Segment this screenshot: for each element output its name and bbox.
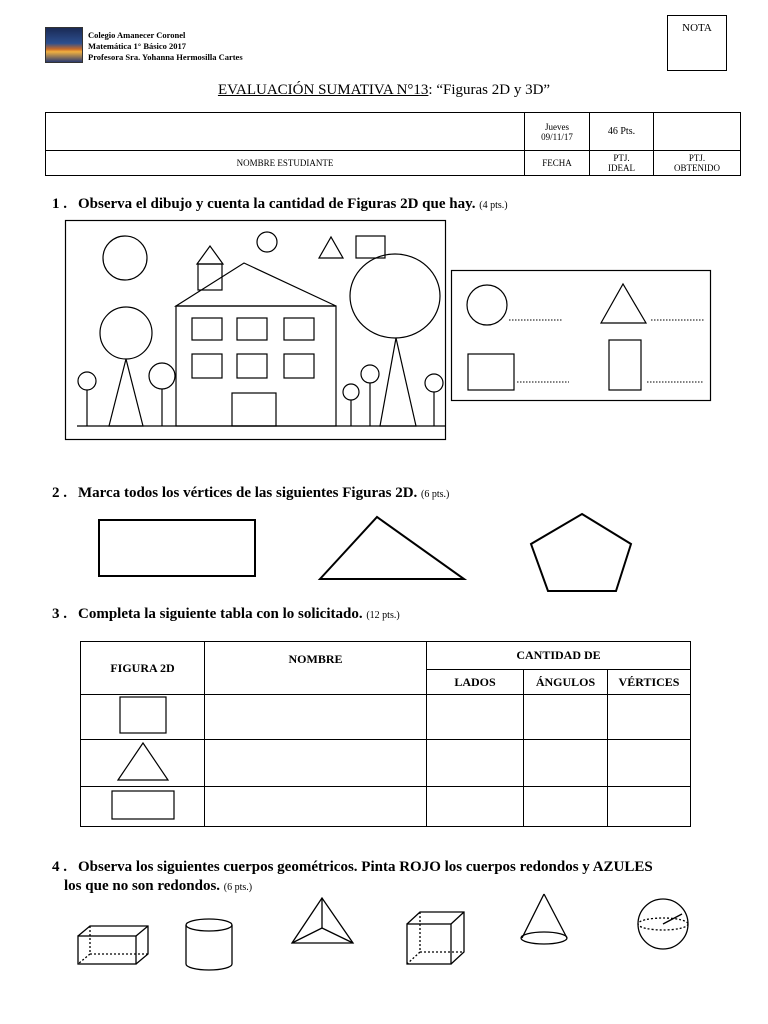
col-student-name: NOMBRE ESTUDIANTE: [46, 151, 525, 176]
col-ideal-l2: IDEAL: [608, 163, 635, 173]
date-day: Jueves: [545, 121, 569, 132]
square-figure: [118, 695, 168, 735]
col-obtained-l2: OBTENIDO: [674, 163, 720, 173]
question-4-text-line1: Observa los siguientes cuerpos geométricos. Pinta ROJO los cuerpos redondos y AZULES: [78, 859, 653, 875]
question-2-points: (6 pts.): [421, 489, 450, 500]
question-1-number: 1 .: [52, 196, 67, 212]
title-colon: :: [428, 82, 433, 98]
tetrahedron-figure: [292, 898, 353, 943]
name-answer-cell[interactable]: [205, 740, 427, 787]
name-answer-cell[interactable]: [205, 787, 427, 827]
question-4-number: 4 .: [52, 859, 67, 875]
angles-answer-cell[interactable]: [524, 695, 608, 740]
date-value: [525, 113, 590, 151]
col-angles: ÁNGULOS: [524, 670, 608, 695]
school-logo: [45, 27, 83, 63]
angles-answer-cell[interactable]: [524, 740, 608, 787]
vertices-answer-cell[interactable]: [608, 695, 691, 740]
pentagon-shape: [528, 512, 638, 596]
grade-label: NOTA: [682, 22, 712, 34]
triangle-figure: [116, 740, 170, 782]
student-name-field[interactable]: [46, 113, 525, 151]
grade-box[interactable]: [667, 15, 727, 71]
page-title: [0, 82, 768, 99]
table-row: [81, 787, 691, 827]
question-2-text: Marca todos los vértices de las siguientes Figuras 2D.: [78, 485, 418, 501]
question-1-text: Observa el dibujo y cuenta la cantidad de Figuras 2D que hay.: [78, 196, 476, 212]
cube-figure: [407, 912, 464, 964]
sides-answer-cell[interactable]: [427, 787, 524, 827]
date-date: 09/11/17: [541, 131, 573, 142]
question-3-number: 3 .: [52, 606, 67, 622]
rectangle-shape: [99, 520, 255, 576]
angles-answer-cell[interactable]: [524, 787, 608, 827]
title-suffix: “Figuras 2D y 3D”: [432, 82, 551, 98]
question-2: [52, 485, 449, 502]
col-date: FECHA: [525, 151, 590, 176]
question-1-points: (4 pts.): [479, 200, 508, 211]
solid-figures: [70, 892, 710, 982]
col-vertices: VÉRTICES: [608, 670, 691, 695]
obtained-points-field[interactable]: [654, 113, 741, 151]
table-row: [81, 740, 691, 787]
vertex-shapes: [98, 512, 478, 587]
sides-answer-cell[interactable]: [427, 740, 524, 787]
title-prefix: EVALUACIÓN SUMATIVA N°13: [217, 82, 429, 98]
ideal-points-value: 46 Pts.: [590, 113, 654, 151]
question-4-points: (6 pts.): [223, 882, 253, 893]
col-figure-2d: FIGURA 2D: [81, 642, 205, 695]
prism-figure: [78, 926, 148, 964]
col-name: NOMBRE: [205, 642, 427, 695]
question-2-number: 2 .: [52, 485, 67, 501]
table-row: [81, 695, 691, 740]
name-answer-cell[interactable]: [205, 695, 427, 740]
question-4-text-line2: los que no son redondos.: [64, 878, 221, 894]
figure-cell: [81, 787, 205, 827]
col-obtained-l1: PTJ.: [688, 153, 706, 163]
vertices-answer-cell[interactable]: [608, 787, 691, 827]
col-ideal: [590, 151, 654, 176]
student-info-table: [45, 112, 741, 176]
shape-count-box: [451, 270, 713, 403]
col-sides: LADOS: [427, 670, 524, 695]
col-quantity-of: CANTIDAD DE: [427, 642, 691, 670]
cone-figure: [521, 894, 567, 944]
figure-cell: [81, 695, 205, 740]
triangle-shape: [320, 517, 464, 579]
figure-cell: [81, 740, 205, 787]
rectangle-figure: [110, 789, 176, 821]
col-obtained: [654, 151, 741, 176]
col-ideal-l1: PTJ.: [613, 153, 630, 163]
cylinder-figure: [186, 919, 232, 970]
sides-answer-cell[interactable]: [427, 695, 524, 740]
teacher-name: Profesora Sra. Yohanna Hermosilla Cartes: [88, 52, 243, 62]
school-name: Colegio Amanecer Coronel: [88, 30, 186, 40]
house-drawing: [65, 220, 447, 442]
figures-table: [80, 641, 691, 827]
school-info: [88, 30, 243, 63]
question-3-points: (12 pts.): [366, 610, 400, 621]
sphere-figure: [638, 899, 688, 949]
question-3: [52, 606, 400, 623]
question-3-text: Completa la siguiente tabla con lo solicitado.: [78, 606, 363, 622]
question-1: [52, 196, 508, 213]
course-name: Matemática 1° Básico 2017: [88, 41, 187, 51]
vertices-answer-cell[interactable]: [608, 740, 691, 787]
